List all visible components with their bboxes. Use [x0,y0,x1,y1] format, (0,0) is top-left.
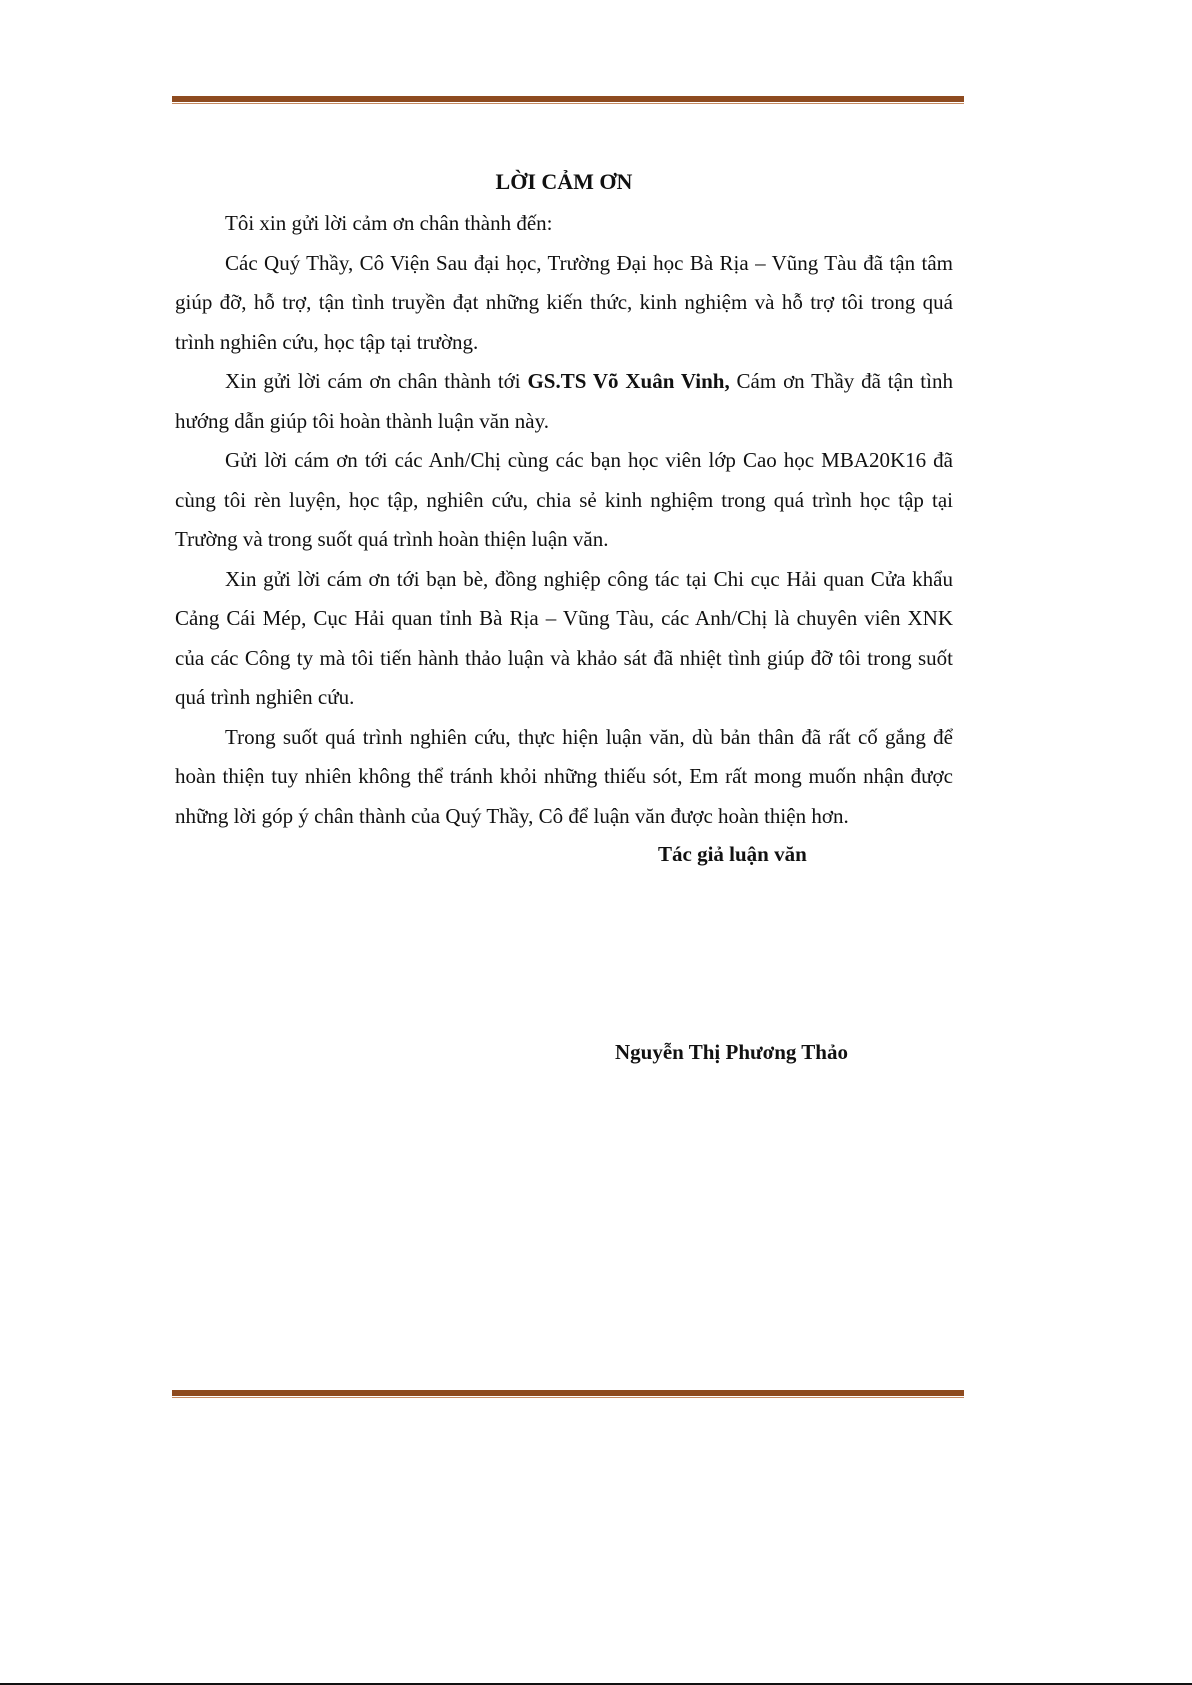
advisor-name: GS.TS Võ Xuân Vinh, [527,369,730,393]
paragraph-faculty-thanks: Các Quý Thầy, Cô Viện Sau đại học, Trường Đại học Bà Rịa – Vũng Tàu đã tận tâm giúp đỡ, hỗ trợ, tận tình truyền đạt những kiến thức, kinh nghiệm và hỗ trợ tôi trong quá trình nghiên cứu, học tập tại trường. [175,250,953,354]
bottom-decorative-rule [172,1390,964,1396]
top-decorative-rule [172,96,964,102]
paragraph-closing: Trong suốt quá trình nghiên cứu, thực hiện luận văn, dù bản thân đã rất cố gắng để hoàn thiện tuy nhiên không thể tránh khỏi những thiếu sót, Em rất mong muốn nhận được những lời góp ý chân thành của Quý Thầy, Cô để luận văn được hoàn thiện hơn. [175,724,953,828]
paragraph-intro: Tôi xin gửi lời cảm ơn chân thành đến: [225,211,553,235]
paragraph-classmates-thanks: Gửi lời cám ơn tới các Anh/Chị cùng các bạn học viên lớp Cao học MBA20K16 đã cùng tôi rèn luyện, học tập, nghiên cứu, chia sẻ kinh nghiệm trong quá trình học tập tại Trường và trong suốt quá trình hoàn thiện luận văn. [175,448,953,551]
advisor-text-before: Xin gửi lời cám ơn chân thành tới [225,369,528,393]
acknowledgement-body [175,162,953,836]
signature-name: Nguyễn Thị Phương Thảo [615,1040,848,1064]
signature-label: Tác giả luận văn [658,842,807,866]
paragraph-colleagues-thanks: Xin gửi lời cám ơn tới bạn bè, đồng nghiệp công tác tại Chi cục Hải quan Cửa khẩu Cảng Cái Mép, Cục Hải quan tỉnh Bà Rịa – Vũng Tàu, các Anh/Chị là chuyên viên XNK của các Công ty mà tôi tiến hành thảo luận và khảo sát đã nhiệt tình giúp đỡ tôi trong suốt quá trình nghiên cứu. [175,566,953,709]
advisor-text-after: Cám ơn Thầy đã tận tình hướng dẫn giúp tôi hoàn thành luận văn này. [175,369,953,433]
page-title: LỜI CẢM ƠN [495,169,633,194]
paragraph-advisor-thanks [175,362,953,441]
